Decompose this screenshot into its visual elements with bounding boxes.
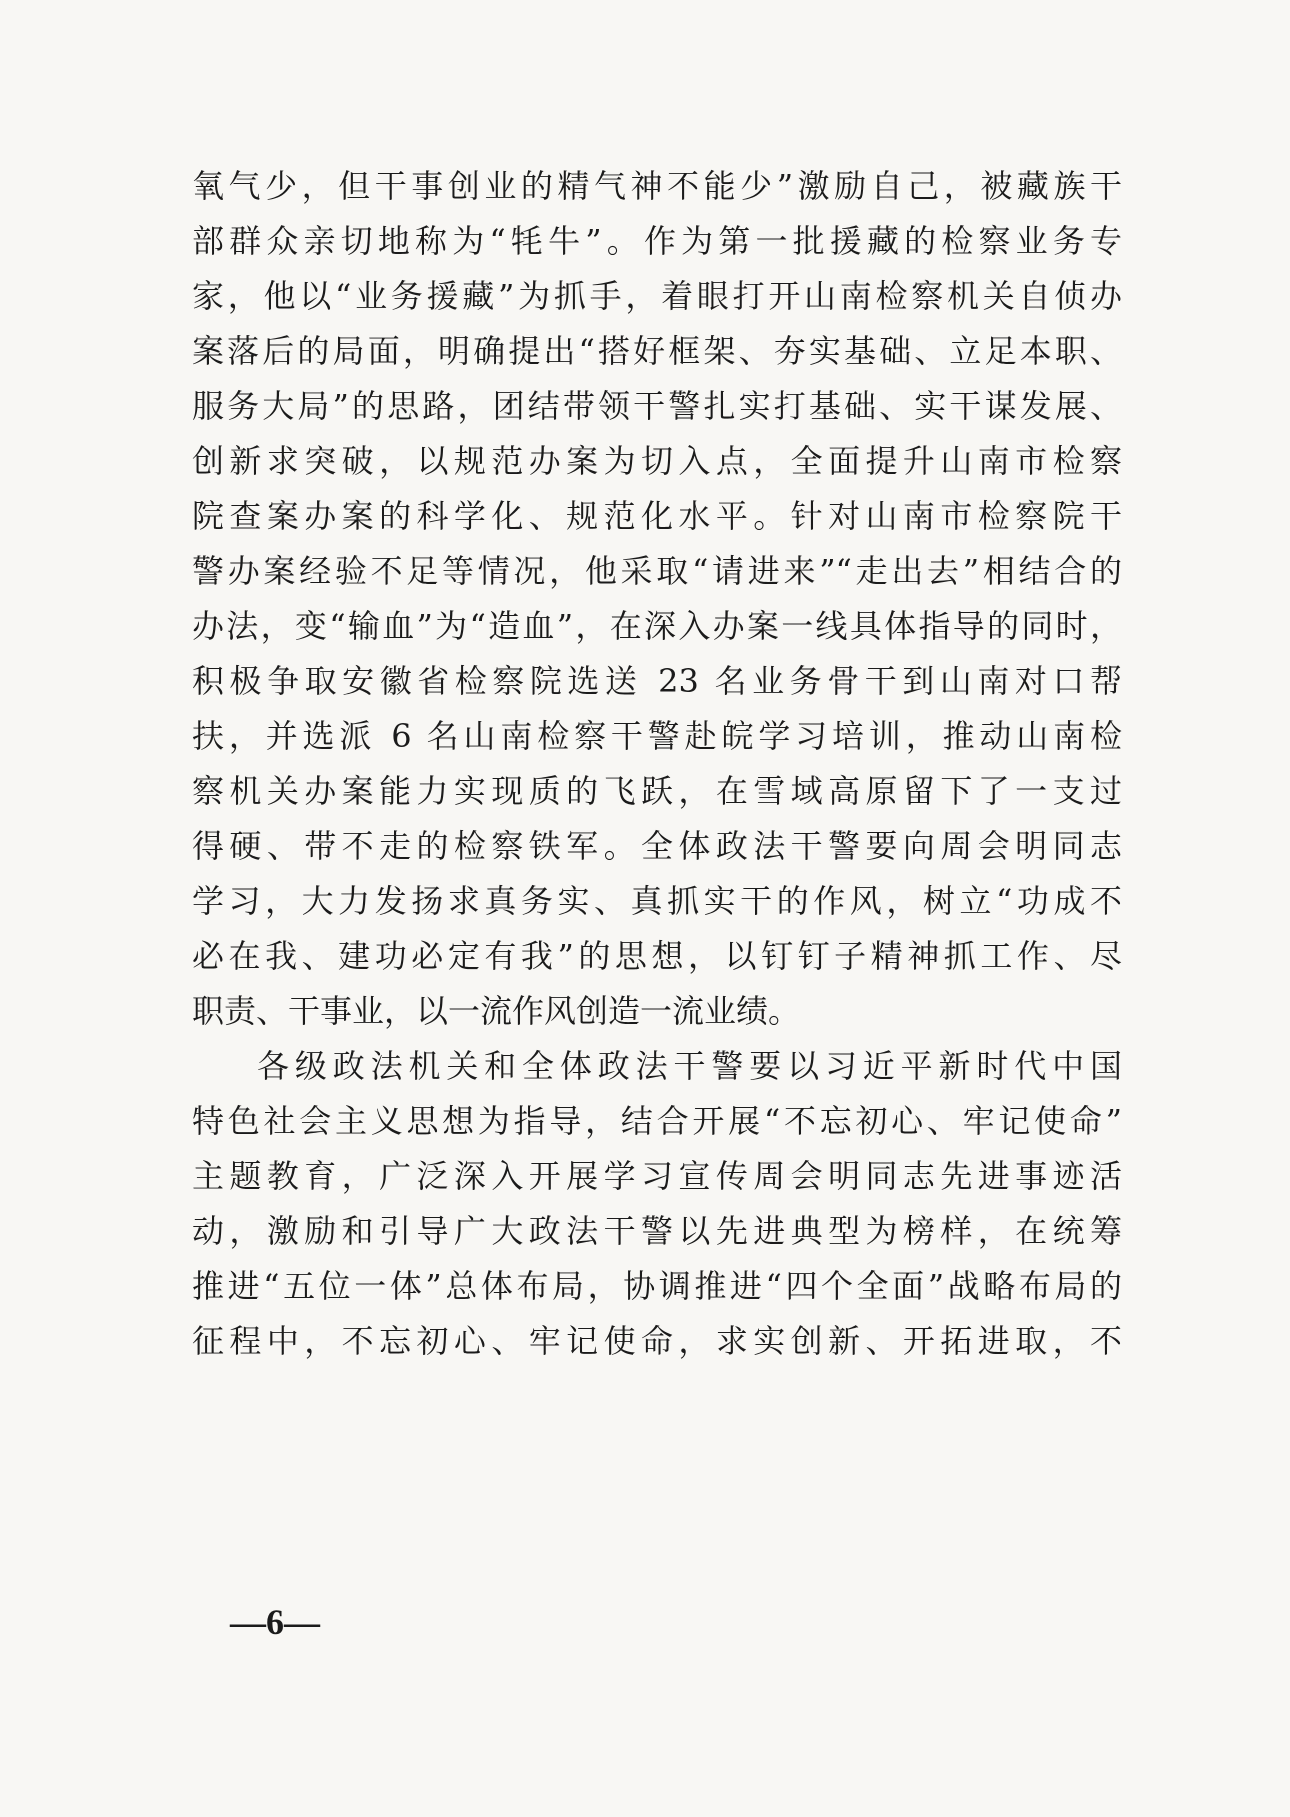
text-line: 院查案办案的科学化、规范化水平。针对山南市检察院干 [192, 497, 1122, 535]
page-number: —6— [230, 1602, 320, 1642]
text-line: 学习，大力发扬求真务实、真抓实干的作风，树立“功成不 [192, 882, 1122, 920]
text-line: 主题教育，广泛深入开展学习宣传周会明同志先进事迹活 [192, 1157, 1122, 1195]
text-line: 得硬、带不走的检察铁军。全体政法干警要向周会明同志 [192, 827, 1122, 865]
text-line: 办法，变“输血”为“造血”，在深入办案一线具体指导的同时， [192, 607, 1122, 645]
text-line: 推进“五位一体”总体布局，协调推进“四个全面”战略布局的 [192, 1267, 1122, 1305]
text-line: 征程中，不忘初心、牢记使命，求实创新、开拓进取，不 [192, 1322, 1122, 1360]
text-line: 部群众亲切地称为“牦牛”。作为第一批援藏的检察业务专 [192, 222, 1122, 260]
text-line: 职责、干事业，以一流作风创造一流业绩。 [192, 992, 801, 1030]
text-line: 积极争取安徽省检察院选送 23 名业务骨干到山南对口帮 [192, 662, 1122, 700]
text-line: 动，激励和引导广大政法干警以先进典型为榜样，在统筹 [192, 1212, 1122, 1250]
text-line: 氧气少，但干事创业的精气神不能少”激励自己，被藏族干 [192, 167, 1122, 205]
text-line: 家，他以“业务援藏”为抓手，着眼打开山南检察机关自侦办 [192, 277, 1122, 315]
text-line: 案落后的局面，明确提出“搭好框架、夯实基础、立足本职、 [192, 332, 1122, 370]
text-line: 各级政法机关和全体政法干警要以习近平新时代中国 [257, 1047, 1122, 1085]
text-line: 警办案经验不足等情况，他采取“请进来”“走出去”相结合的 [192, 552, 1122, 590]
text-line: 特色社会主义思想为指导，结合开展“不忘初心、牢记使命” [192, 1102, 1122, 1140]
text-line: 服务大局”的思路，团结带领干警扎实打基础、实干谋发展、 [192, 387, 1122, 425]
text-line: 察机关办案能力实现质的飞跃，在雪域高原留下了一支过 [192, 772, 1122, 810]
text-line: 必在我、建功必定有我”的思想，以钉钉子精神抓工作、尽 [192, 937, 1122, 975]
text-line: 创新求突破，以规范办案为切入点，全面提升山南市检察 [192, 442, 1122, 480]
text-line: 扶，并选派 6 名山南检察干警赴皖学习培训，推动山南检 [192, 717, 1122, 755]
